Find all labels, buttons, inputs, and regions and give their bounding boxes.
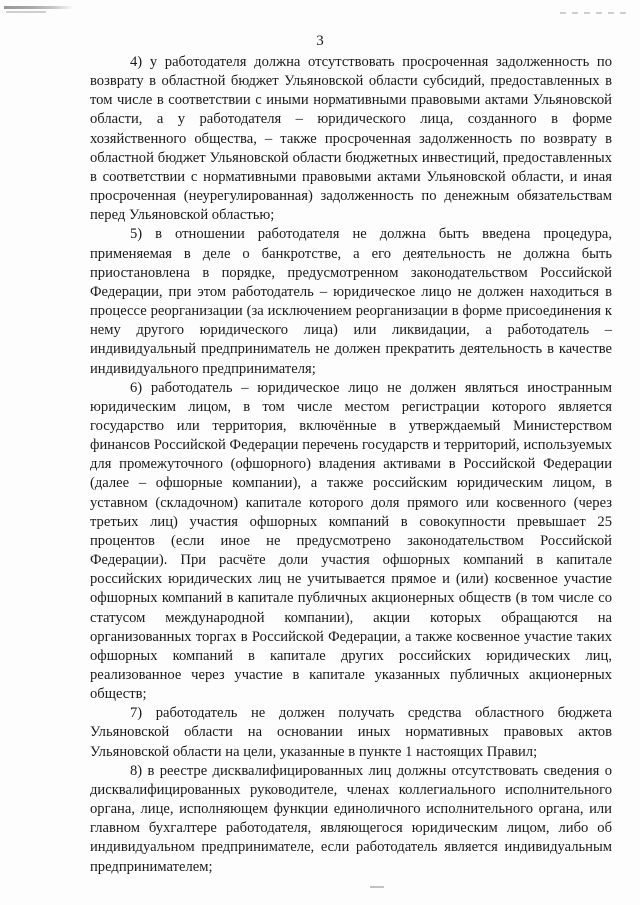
- scan-artifact: [6, 11, 46, 13]
- paragraph-item-7: 7) работодатель не должен получать средства областного бюджета Ульяновской области на основании иных нормативных правовых актов Ульяновской области на цели, указанные в пункте 1 настоящих Правил;: [90, 705, 612, 760]
- scan-artifact: [370, 886, 384, 888]
- paragraph-item-4: 4) у работодателя должна отсутствовать просроченная задолженность по возврату в областной бюджет Ульяновской области субсидий, предоставленных в том числе в соответствии с иными нормативными правовыми актами Ульяновской области, а у работодателя – юридического лица, созданного в форме хозяйственного общества, – также просроченная задолженность по возврату в областной бюджет Ульяновской области бюджетных инвестиций, предоставленных в соответствии с нормативными правовыми актами Ульяновской области, и иная просроченная (неурегулированная) задолженность по денежным обязательствам перед Ульяновской областью;: [90, 54, 612, 224]
- scan-artifact: [560, 12, 630, 14]
- paragraph-item-5: 5) в отношении работодателя не должна быть введена процедура, применяемая в деле о банкротстве, а его деятельность не должна быть приостановлена в порядке, предусмотренном законодательством Российской Федерации, при этом работодатель – юридическое лицо не должен находиться в процессе реорганизации (за исключением реорганизации в форме присоединения к нему другого юридического лица) или ликвидации, а работодатель – индивидуальный предприниматель не должен прекратить деятельность в качестве индивидуального предпринимателя;: [90, 226, 612, 377]
- page-number: 3: [316, 33, 324, 49]
- paragraph-item-8: 8) в реестре дисквалифицированных лиц должны отсутствовать сведения о дисквалифицированных руководителе, членах коллегиального исполнительного органа, лице, исполняющем функции единоличного исполнительного органа, или главном бухгалтере работодателя, являющегося юридическим лицом, либо об индивидуальном предпринимателе, если работодатель является индивидуальным предпринимателем;: [90, 762, 612, 875]
- paragraph-item-6: 6) работодатель – юридическое лицо не должен являться иностранным юридическим лицом, в том числе местом регистрации которого является государство или территория, включённые в утверждаемый Министерством финансов Российской Федерации перечень государств и территорий, используемых для промежуточного (офшорного) владения активами в Российской Федерации (далее – офшорные компании), а также российским юридическим лицом, в уставном (складочном) капитале которого доля прямого или косвенного (через третьих лиц) участия офшорных компаний в совокупности превышает 25 процентов (если иное не предусмотрено законодательством Российской Федерации). При расчёте доли участия офшорных компаний в капитале российских юридических лиц не учитывается прямое и (или) косвенное участие офшорных компаний в капитале публичных акционерных обществ (в том числе со статусом международной компании), акции которых обращаются на организованных торгах в Российской Федерации, а также косвенное участие таких офшорных компаний в капитале других российских юридических лиц, реализованное через участие в капитале указанных публичных акционерных обществ;: [90, 379, 612, 703]
- scan-artifact: [4, 6, 74, 9]
- document-body: [90, 53, 612, 877]
